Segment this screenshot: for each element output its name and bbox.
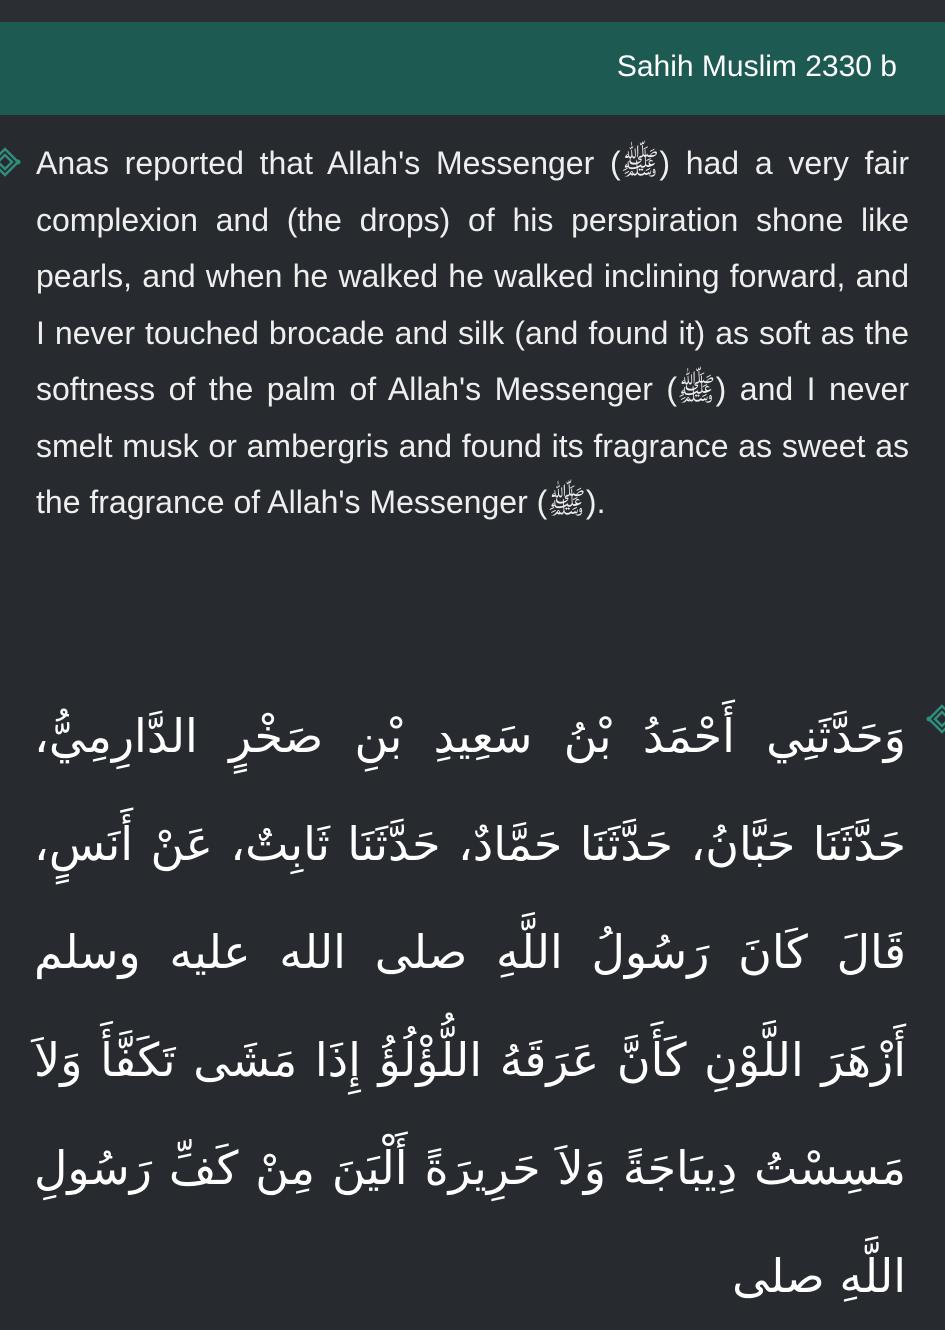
ornamental-diamond-icon bbox=[925, 697, 945, 741]
hadith-header bbox=[0, 22, 945, 115]
ornamental-diamond-icon bbox=[0, 140, 22, 184]
status-bar bbox=[0, 0, 945, 22]
hadith-reference-title: Sahih Muslim 2330 b bbox=[616, 50, 897, 83]
arabic-text: وَحَدَّثَنِي أَحْمَدُ بْنُ سَعِيدِ بْنِ صَخْرٍ الدَّارِمِيُّ، حَدَّثَنَا حَبَّانُ، حَدَّثَنَا حَمَّادٌ، حَدَّثَنَا ثَابِتٌ، عَنْ أَنَسٍ، قَالَ كَانَ رَسُولُ اللَّهِ صلى الله عليه وسلم أَزْهَرَ اللَّوْنِ كَأَنَّ عَرَقَهُ اللُّؤْلُؤُ إِذَا مَشَى تَكَفَّأَ وَلاَ مَسِسْتُ دِيبَاجَةً وَلاَ حَرِيرَةً أَلْيَنَ مِنْ كَفِّ رَسُولِ اللَّهِ صلى bbox=[34, 709, 906, 1303]
english-translation: Anas reported that Allah's Messenger (ﷺ) had a very fair complexion and (the drops) of his perspiration shone like pearls, and when he walked he walked inclining forward, and I never touched brocade and silk (and found it) as soft as the softness of the palm of Allah's Messenger (ﷺ) and I never smelt musk or ambergris and found its fragrance as sweet as the fragrance of Allah's Messenger (ﷺ). bbox=[36, 145, 910, 520]
